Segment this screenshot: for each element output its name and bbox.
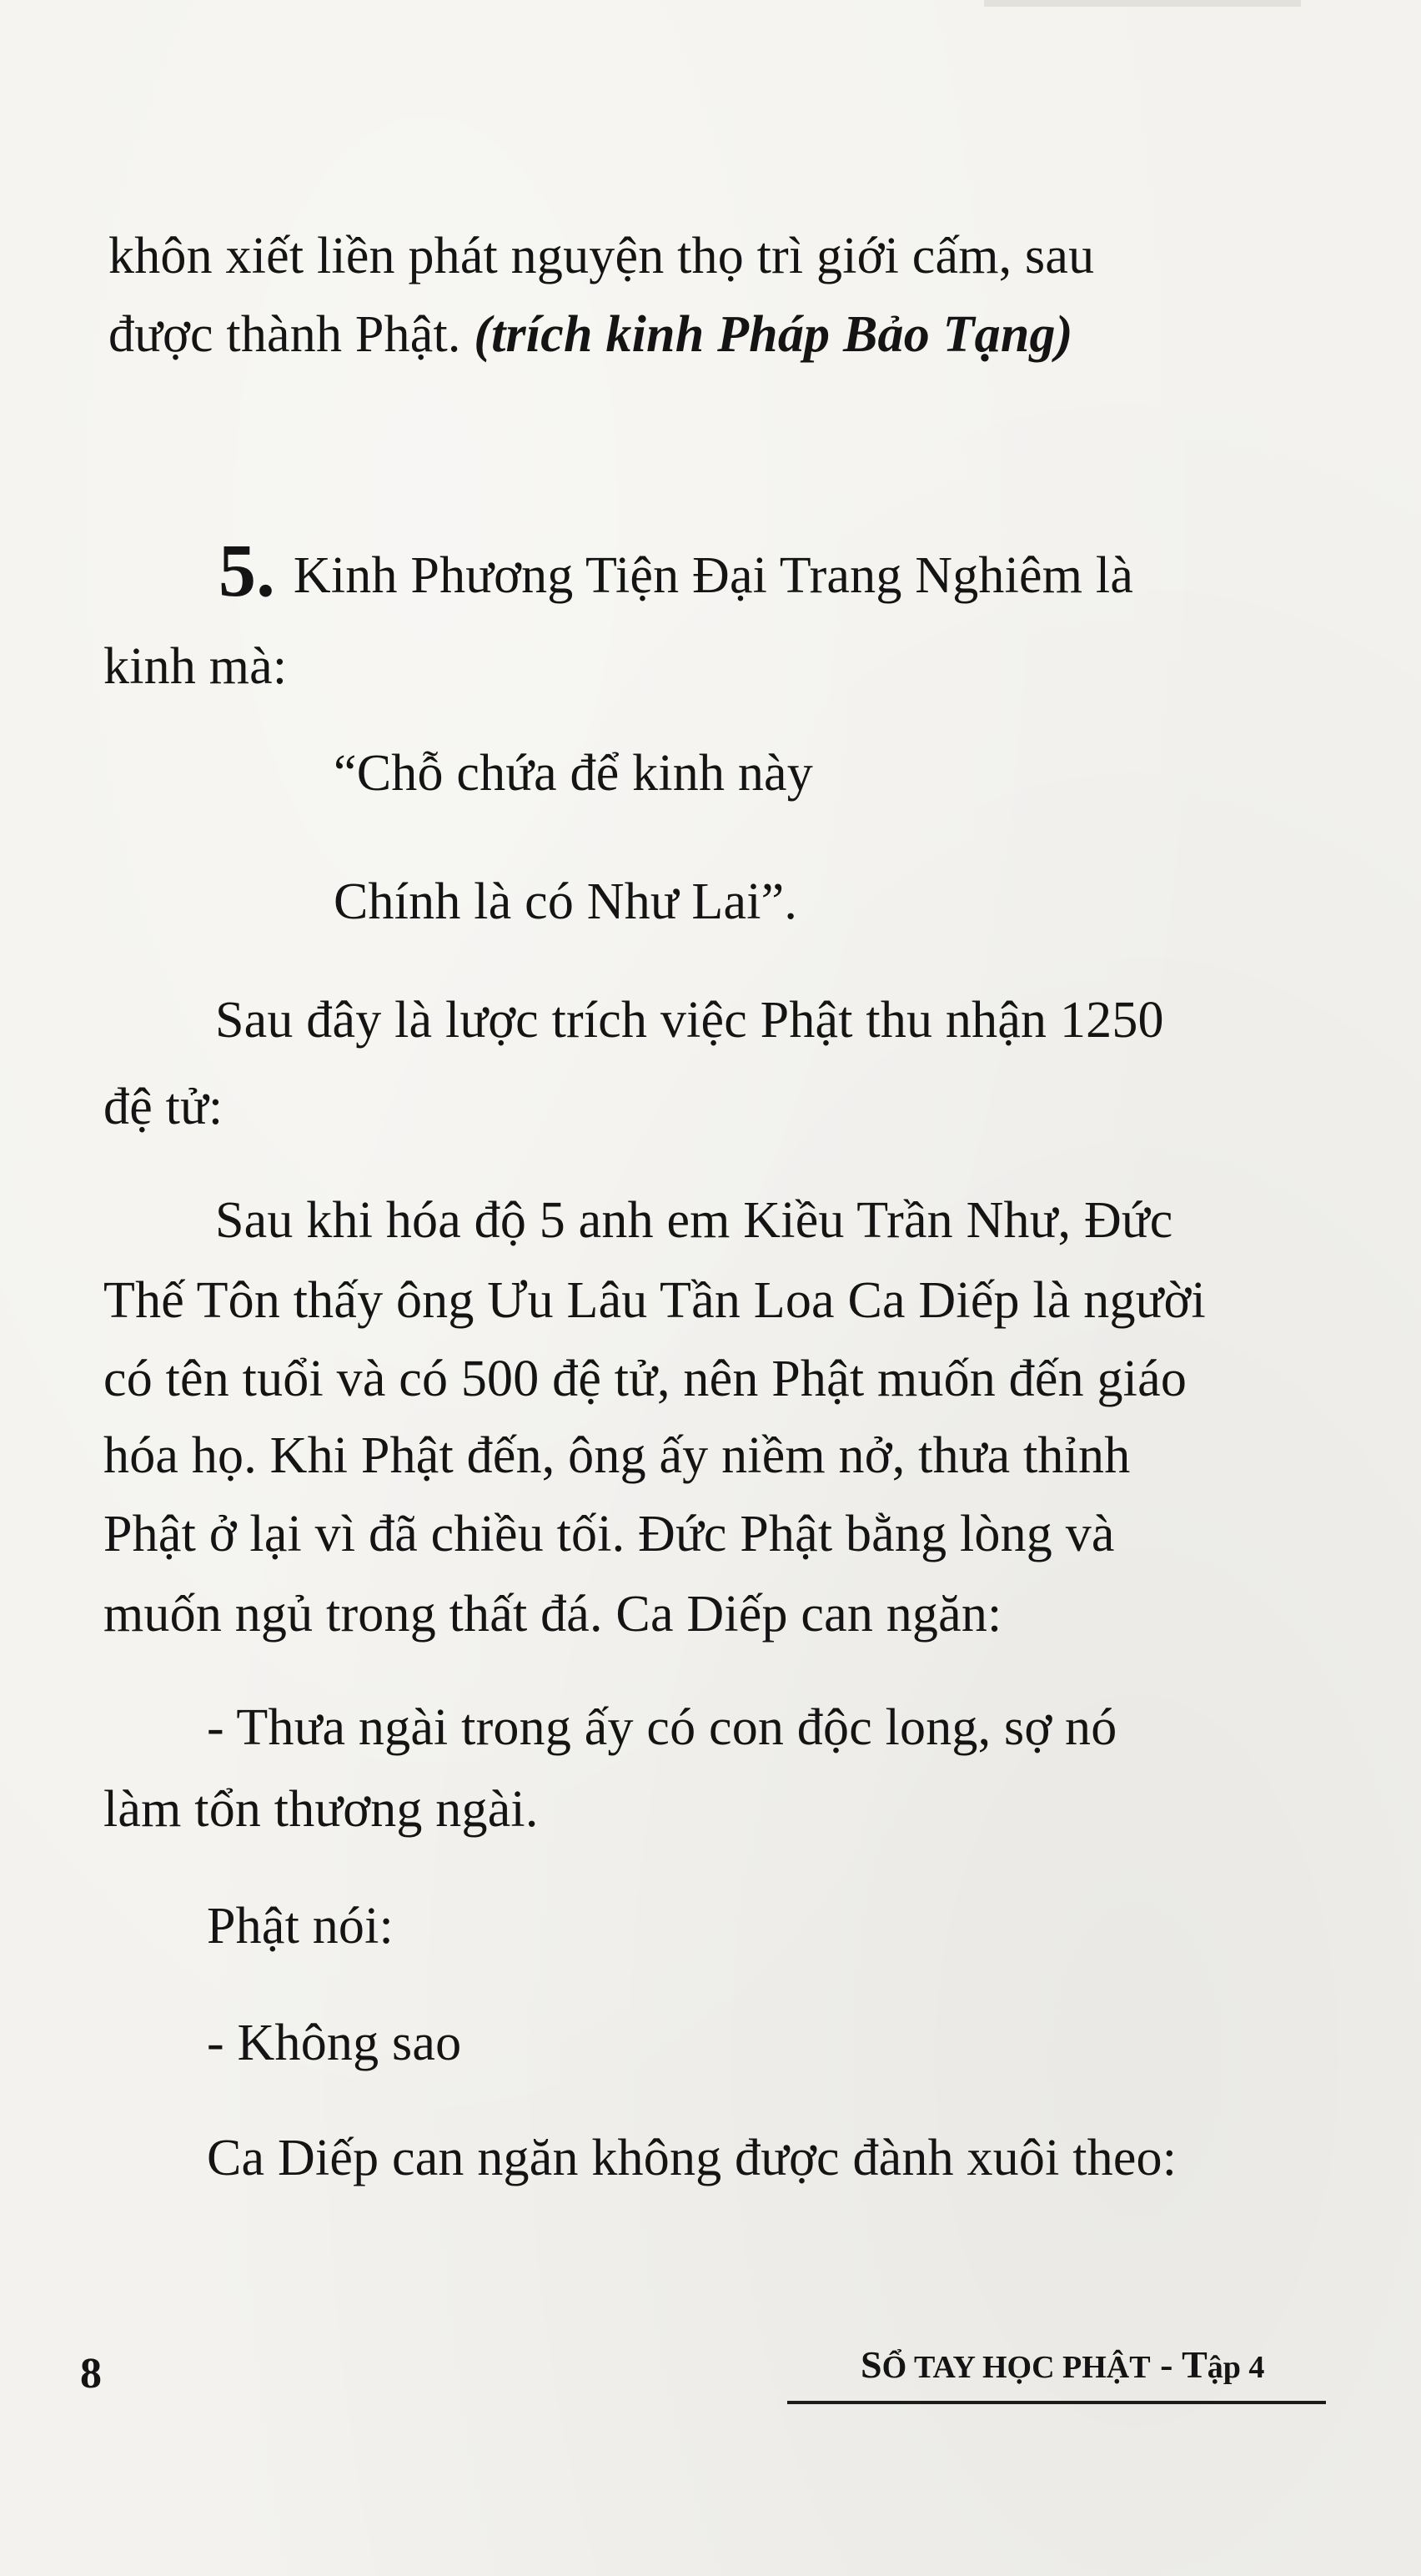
page-number: 8: [80, 2350, 102, 2397]
body-line: làm tổn thương ngài.: [103, 1781, 539, 1838]
section-5-line-2: kinh mà:: [103, 638, 288, 695]
body-line: có tên tuổi và có 500 đệ tử, nên Phật muốn đến giáo: [103, 1351, 1188, 1407]
body-line: hóa họ. Khi Phật đến, ông ấy niềm nở, thưa thỉnh: [103, 1427, 1131, 1484]
footer-rule: [787, 2401, 1326, 2404]
body-line: đệ tử:: [103, 1079, 223, 1135]
body-line: Ca Diếp can ngăn không được đành xuôi theo:: [207, 2130, 1177, 2186]
section-5-heading: 5. Kinh Phương Tiện Đại Trang Nghiêm là: [218, 530, 1134, 612]
running-footer-title: SỔ TAY HỌC PHẬT - Tập 4: [861, 2343, 1265, 2386]
body-line: muốn ngủ trong thất đá. Ca Diếp can ngăn:: [103, 1586, 1002, 1643]
body-line: Sau khi hóa độ 5 anh em Kiều Trần Như, Đức: [215, 1192, 1173, 1249]
quote-line-1: “Chỗ chứa để kinh này: [334, 745, 813, 802]
quote-line-2: Chính là có Như Lai”.: [334, 873, 798, 930]
body-line: - Không sao: [207, 2015, 462, 2071]
section-number: 5.: [218, 530, 275, 612]
text-line-2: được thành Phật. (trích kinh Pháp Bảo Tạng): [108, 306, 1073, 363]
citation: (trích kinh Pháp Bảo Tạng): [474, 306, 1073, 363]
body-line: - Thưa ngài trong ấy có con độc long, sợ nó: [207, 1699, 1117, 1756]
body-line: Thế Tôn thấy ông Ưu Lâu Tần Loa Ca Diếp là người: [103, 1272, 1206, 1329]
text-line-1: khôn xiết liền phát nguyện thọ trì giới cấm, sau: [108, 228, 1095, 284]
body-line: Phật nói:: [207, 1898, 394, 1955]
page-edge-mark: [984, 0, 1301, 7]
body-line: Phật ở lại vì đã chiều tối. Đức Phật bằng lòng và: [103, 1506, 1115, 1562]
body-line: Sau đây là lược trích việc Phật thu nhận 1250: [215, 992, 1164, 1049]
